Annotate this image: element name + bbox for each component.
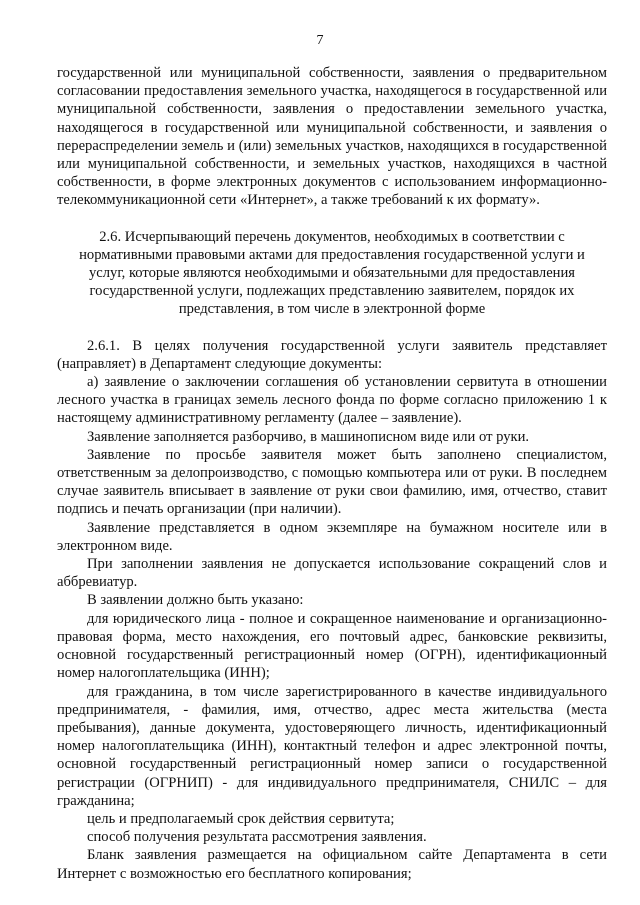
paragraph: Заявление заполняется разборчиво, в машинописном виде или от руки.	[87, 428, 530, 445]
paragraph: В заявлении должно быть указано:	[87, 592, 304, 609]
list-item-purpose: цель и предполагаемый срок действия сервитута;	[87, 810, 395, 827]
section-heading: 2.6. Исчерпывающий перечень документов, необходимых в соответствии с нормативными правовыми актами для предоставления государственной услуги и услуг, которые являются необходимыми и обязательными для предоставления государственной услуги, подлежащих представлению заявителем, порядок их представления, в том числе в электронной форме	[79, 228, 585, 318]
paragraph-continuation: государственной или муниципальной собственности, заявления о предварительном согласовании предоставления земельного участка, находящегося в государственной или муниципальной собственности, заявления о предоставлении земельного участка, находящегося в государственной или муниципальной собственности, и заявления о перераспределении земель и (или) земельных участков, находящихся в государственной или муниципальной собственности, и земельных участков, находящихся в частной собственности, в форме электронных документов с использованием информационно-телекоммуникационной сети «Интернет», а также требований к их формату».	[57, 65, 607, 209]
paragraph: При заполнении заявления не допускается использование сокращений слов и аббревиатур.	[57, 556, 607, 591]
paragraph-item-a: а) заявление о заключении соглашения об установлении сервитута в отношении лесного участка в границах земель лесного фонда по форме согласно приложению 1 к настоящему административному регламенту (далее – заявление).	[57, 374, 607, 427]
paragraph: Бланк заявления размещается на официальном сайте Департамента в сети Интернет с возможностью его бесплатного копирования;	[57, 847, 607, 882]
paragraph: Заявление по просьбе заявителя может быть заполнено специалистом, ответственным за делопроизводство, с помощью компьютера или от руки. В последнем случае заявитель вписывает в заявление от руки свои фамилию, имя, отчество, ставит подпись и печать организации (при наличии).	[57, 446, 607, 518]
list-item-legal-entity: для юридического лица - полное и сокращенное наименование и организационно-правовая форма, место нахождения, его почтовый адрес, банковские реквизиты, основной государственный регистрационный номер (ОГРН), идентификационный номер налогоплательщика (ИНН);	[57, 610, 607, 682]
list-item-citizen: для гражданина, в том числе зарегистрированного в качестве индивидуального предпринимателя, - фамилия, имя, отчество, адрес места жительства (места пребывания), данные документа, удостоверяющего личность, идентификационный номер налогоплательщика (ИНН), контактный телефон и адрес электронной почты, основной государственный регистрационный номер записи о государственной регистрации (ОГРНИП) - для индивидуального предпринимателя, СНИЛС – для гражданина;	[57, 683, 607, 809]
paragraph: Заявление представляется в одном экземпляре на бумажном носителе или в электронном виде.	[57, 519, 607, 554]
document-body	[57, 64, 607, 883]
page-number: 7	[316, 33, 324, 48]
paragraph-2-6-1: 2.6.1. В целях получения государственной услуги заявитель представляет (направляет) в Департамент следующие документы:	[57, 337, 607, 372]
list-item-method: способ получения результата рассмотрения заявления.	[87, 829, 427, 846]
